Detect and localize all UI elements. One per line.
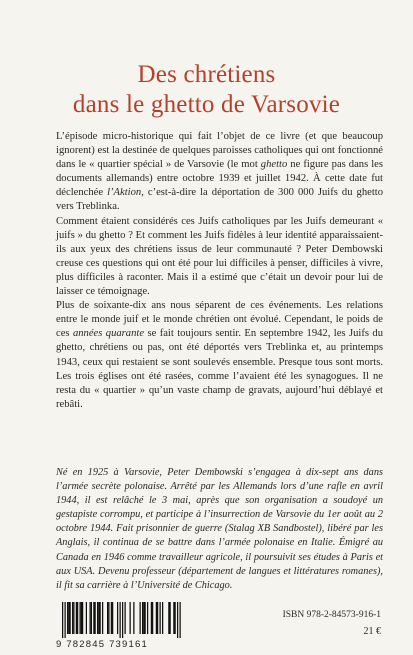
barcode-bar [122, 602, 123, 638]
barcode-bar [97, 602, 98, 634]
barcode-bar [81, 602, 82, 634]
italic-run: ghetto [260, 159, 288, 171]
barcode-bar [65, 602, 66, 638]
barcode-bar [90, 602, 91, 634]
barcode [56, 602, 206, 638]
barcode-bar [107, 602, 108, 634]
barcode-bar [76, 602, 77, 634]
barcode-digits: 9 782845 739161 [56, 639, 148, 650]
barcode-bar [93, 602, 94, 634]
barcode-bar [111, 602, 112, 634]
barcode-bar [145, 602, 146, 634]
barcode-bar [82, 602, 83, 634]
barcode-bar [95, 602, 96, 634]
barcode-bar [170, 602, 171, 634]
barcode-bar [68, 602, 69, 634]
summary-paragraph-2: Comment étaient considérés ces Juifs catholiques par les Juifs demeurant « juifs » du ghetto ? Et comment les Juifs fidèles à leur identité apparaissaient-ils aux yeux des chrétiens issus de leur communauté ? Peter Dembowski creuse ces questions qui ont été pour lui difficiles à penser, difficiles à vivre, plus difficiles à raconter. Mais il a estimé que c’était un devoir pour lui de laisser ce témoignage. [56, 215, 383, 298]
barcode-bar [168, 602, 169, 634]
summary-paragraph-1: L’épisode micro-historique qui fait l’objet de ce livre (et que beaucoup ignorent) est la destinée de quelques paroisses catholiques qui ont fonctionné dans le « quartier spécial » de Varsovie (le mot ghetto ne figure pas dans les documents allemands) entre octobre 1939 et juillet 1942. À cette date fut déclenchée l’Aktion, c’est-à-dire la déportation de 300 000 Juifs du ghetto vers Treblinka. [56, 131, 384, 213]
summary-text [56, 130, 383, 412]
italic-run: l’Aktion [107, 187, 142, 199]
summary-paragraph-3: Plus de soixante-dix ans nous séparent de ces événements. Les relations entre le monde juif et le monde chrétien ont évolué. Cependant, le poids de ces années quarante se fait toujours sentir. En septembre 1942, les Juifs du ghetto, chrétiens ou pas, ont été déportés vers Treblinka et, au printemps 1943, ceux qui restaient se sont soulevés ensemble. Presque tous sont morts. Les trois églises ont été rasées, comme l’avaient été les synagogues. Il ne resta du « quartier » qu’un vaste champ de gravats, aujourd’hui déblayé et rebâti. [56, 300, 383, 410]
barcode-bar [100, 602, 101, 634]
barcode-bar [86, 602, 87, 634]
barcode-bar [72, 602, 73, 634]
barcode-bar [133, 602, 134, 634]
barcode-bar [177, 602, 178, 638]
barcode-bar [120, 602, 121, 638]
barcode-bar [147, 602, 148, 634]
barcode-bar [77, 602, 78, 634]
author-biography-text [56, 466, 383, 593]
barcode-bar [143, 602, 144, 634]
book-title-line-1: Des chrétiens [137, 61, 276, 88]
barcode-bar [73, 602, 74, 634]
barcode-bar [130, 602, 131, 634]
italic-run: années quarante [72, 328, 145, 340]
barcode-bar [112, 602, 113, 634]
barcode-bar [162, 602, 163, 634]
barcode-bar [142, 602, 143, 634]
barcode-bar [125, 602, 126, 634]
barcode-bars [56, 602, 206, 638]
barcode-bar [80, 602, 81, 634]
barcode-bar [156, 602, 157, 634]
barcode-bar [91, 602, 92, 634]
barcode-bar [180, 602, 181, 638]
barcode-bar [62, 602, 63, 638]
barcode-bar [152, 602, 153, 634]
barcode-bar [160, 602, 161, 634]
barcode-bar [175, 602, 176, 634]
italic-run: Né en 1925 à Varsovie, Peter Dembowski s’engagea à dix-sept ans dans l’armée secrète polonaise. Arrêté par les Allemands lors d’une rafle en avril 1944, il est relâché le 3 mai, après que son organisation a soudoyé un gestapiste corrompu, et participe à l’insurrection de Varsovie du 1er août au 2 octobre 1944. Fait prisonnier de guerre (Stalag XB Sandbostel), libéré par les Anglais, il continua de se battre dans l’armée polonaise en Italie. Émigré au Canada en 1946 comme travailleur agricole, il poursuivit ses études à Paris et aux USA. Devenu professeur (département de langues et littératures romanes), il fit sa carrière à l’Université de Chicago. [56, 467, 383, 591]
barcode-bar [151, 602, 152, 634]
barcode-bar [102, 602, 103, 634]
barcode-bar [157, 602, 158, 634]
barcode-bar [70, 602, 71, 634]
barcode-bar [117, 602, 118, 634]
book-title [0, 60, 413, 120]
price: 21 € [363, 626, 381, 637]
book-title-line-2: dans le ghetto de Varsovie [72, 91, 341, 118]
barcode-bar [108, 602, 109, 634]
barcode-bar [67, 602, 68, 634]
barcode-bar [98, 602, 99, 634]
barcode-bar [173, 602, 174, 634]
barcode-bar [140, 602, 141, 634]
isbn: ISBN 978-2-84573-916-1 [282, 610, 381, 620]
author-biography [56, 466, 383, 593]
